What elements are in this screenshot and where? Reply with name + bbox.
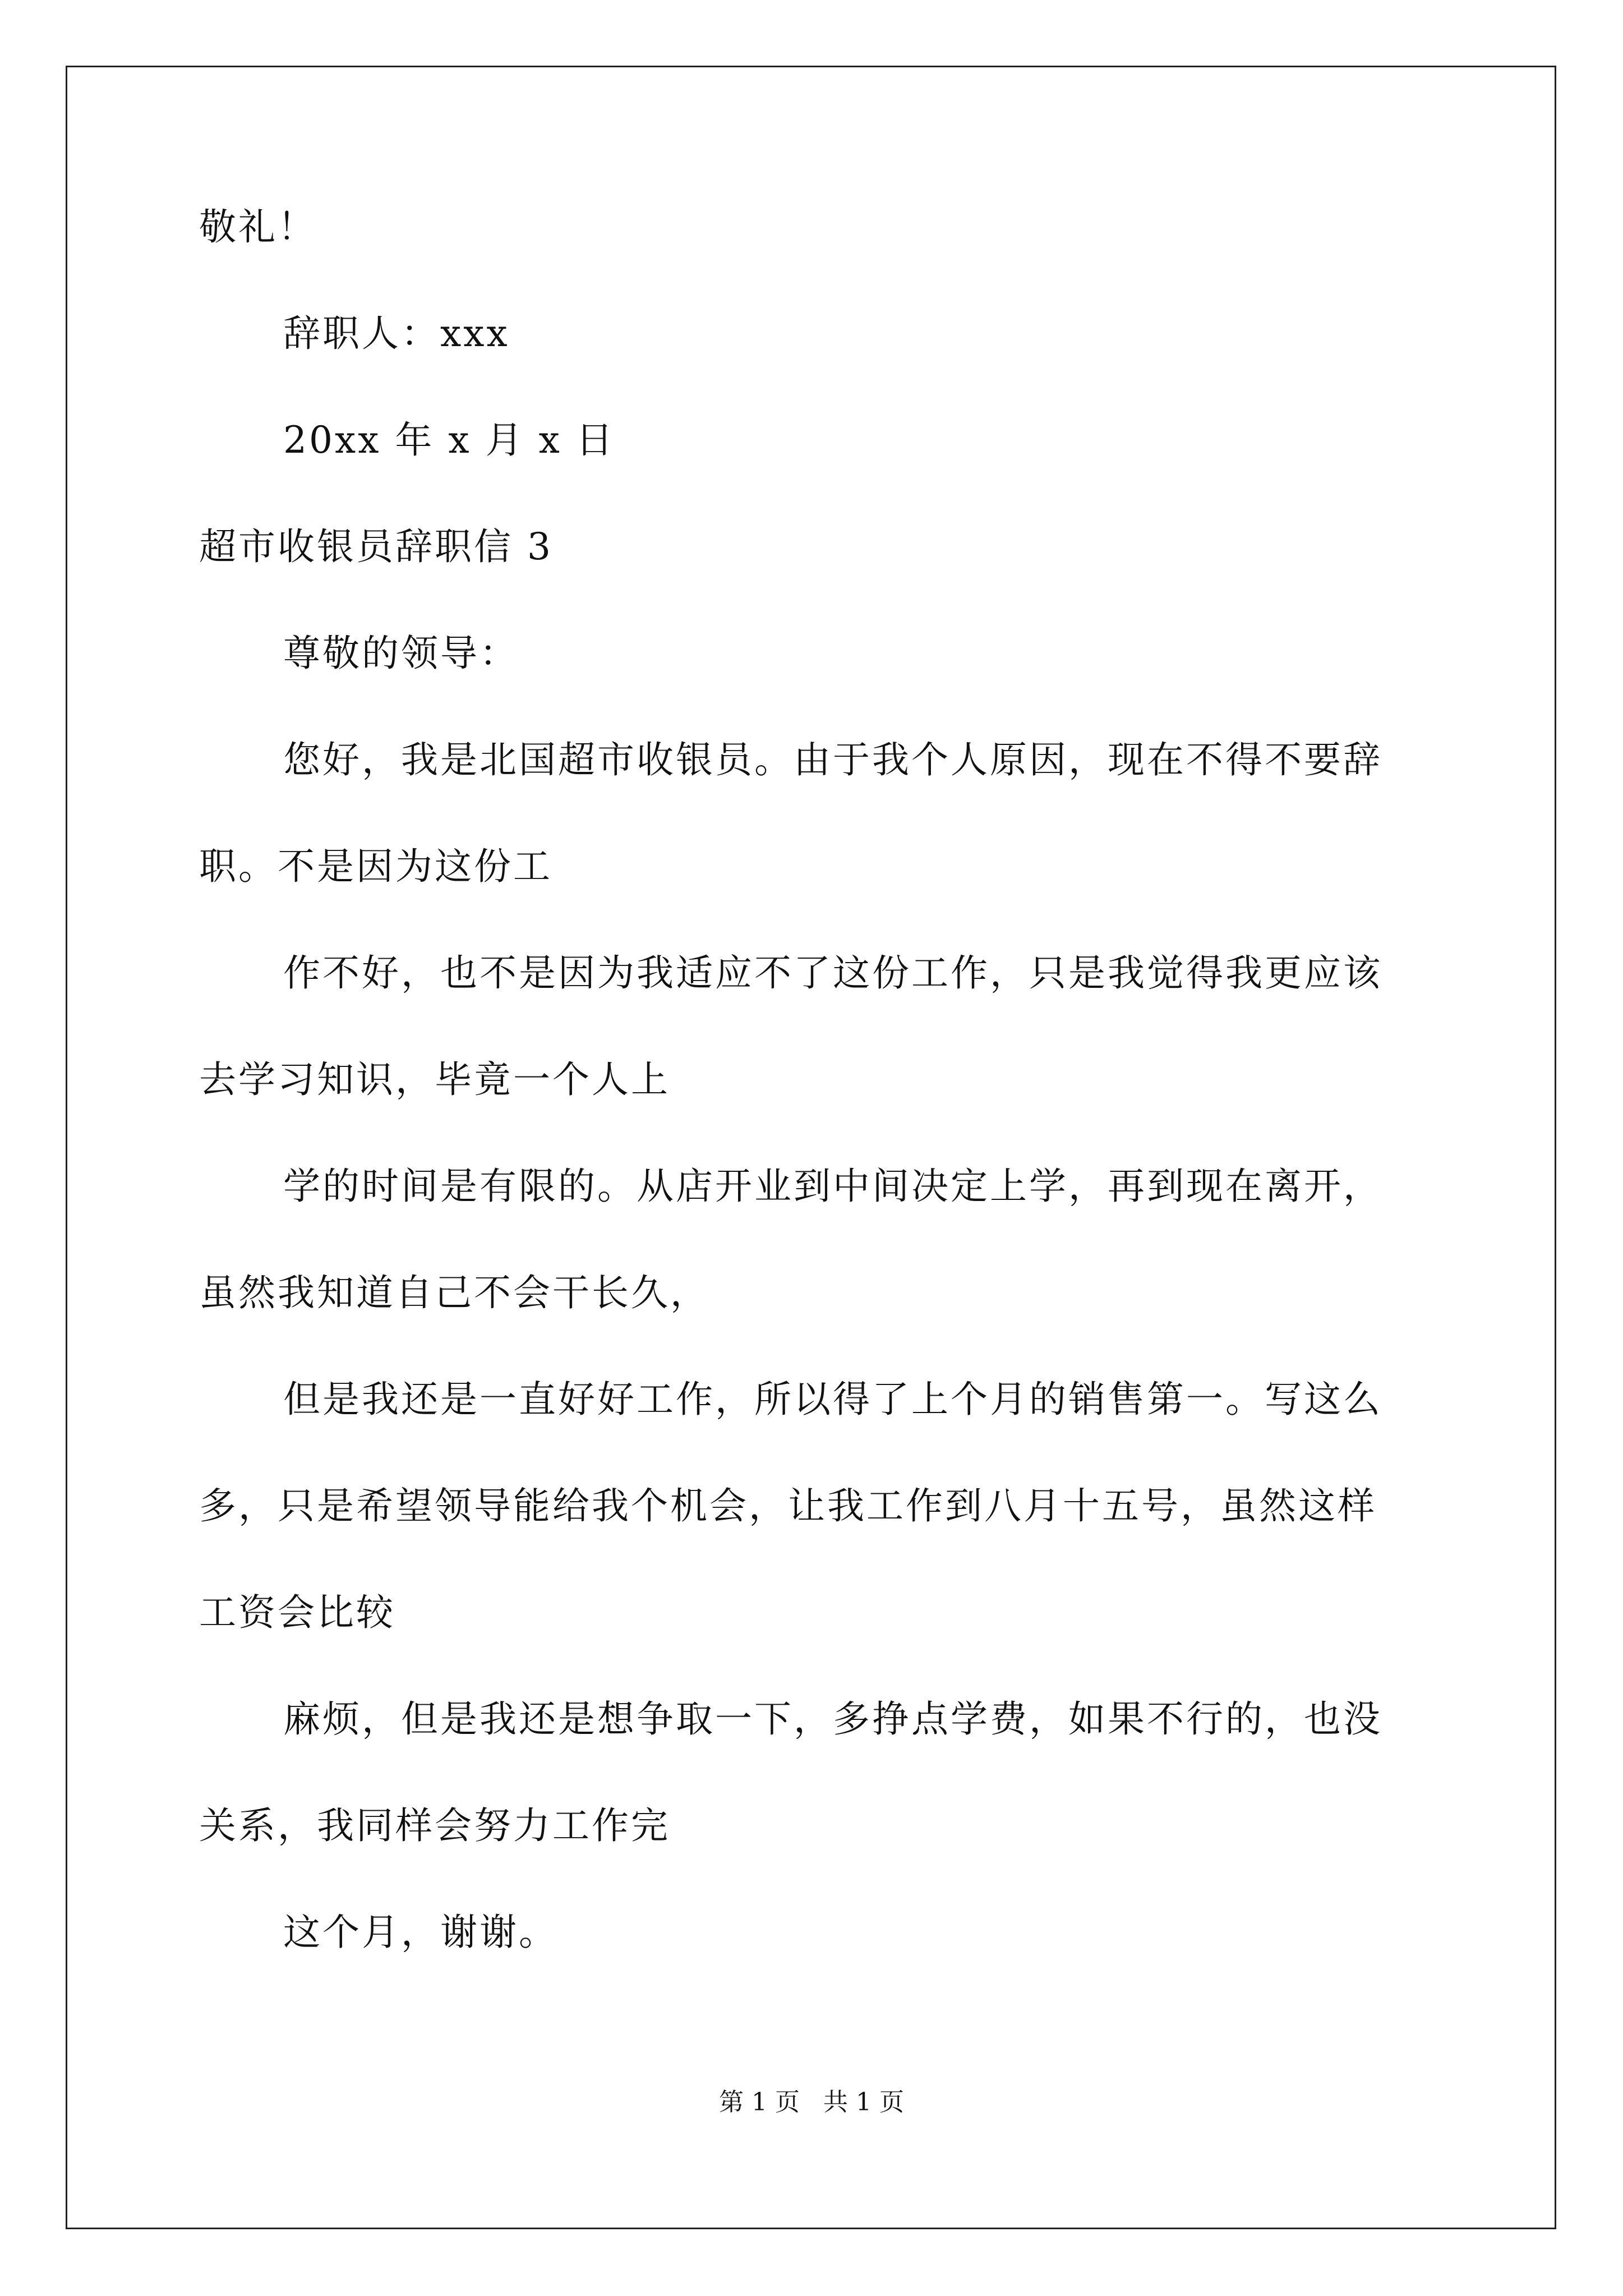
body-line: 虽然我知道自己不会干长久， bbox=[199, 1271, 709, 1314]
body-line: 职。不是因为这份工 bbox=[199, 845, 552, 888]
body-line: 作不好，也不是因为我适应不了这份工作，只是我觉得我更应该 bbox=[283, 951, 1382, 995]
salutation-line: 尊敬的领导： bbox=[283, 632, 519, 675]
section-title: 超市收银员辞职信 3 bbox=[199, 525, 553, 568]
closing-line: 敬礼！ bbox=[199, 205, 317, 249]
body-line: 但是我还是一直好好工作，所以得了上个月的销售第一。写这么 bbox=[283, 1378, 1382, 1421]
body-line: 学的时间是有限的。从店开业到中间决定上学，再到现在离开， bbox=[283, 1165, 1382, 1208]
signer-line: 辞职人：xxx bbox=[283, 312, 510, 355]
page-border bbox=[66, 66, 1556, 2229]
body-line: 关系，我同样会努力工作完 bbox=[199, 1804, 670, 1847]
body-line: 工资会比较 bbox=[199, 1591, 395, 1634]
page-footer: 第 1 页 共 1 页 bbox=[719, 2088, 904, 2116]
body-line: 多，只是希望领导能给我个机会，让我工作到八月十五号，虽然这样 bbox=[199, 1484, 1377, 1527]
date-line: 20xx 年 x 月 x 日 bbox=[283, 418, 615, 462]
body-line: 麻烦，但是我还是想争取一下，多挣点学费，如果不行的，也没 bbox=[283, 1697, 1382, 1741]
body-line: 去学习知识，毕竟一个人上 bbox=[199, 1058, 670, 1101]
body-line: 这个月，谢谢。 bbox=[283, 1911, 558, 1954]
body-line: 您好，我是北国超市收银员。由于我个人原因，现在不得不要辞 bbox=[283, 738, 1382, 781]
